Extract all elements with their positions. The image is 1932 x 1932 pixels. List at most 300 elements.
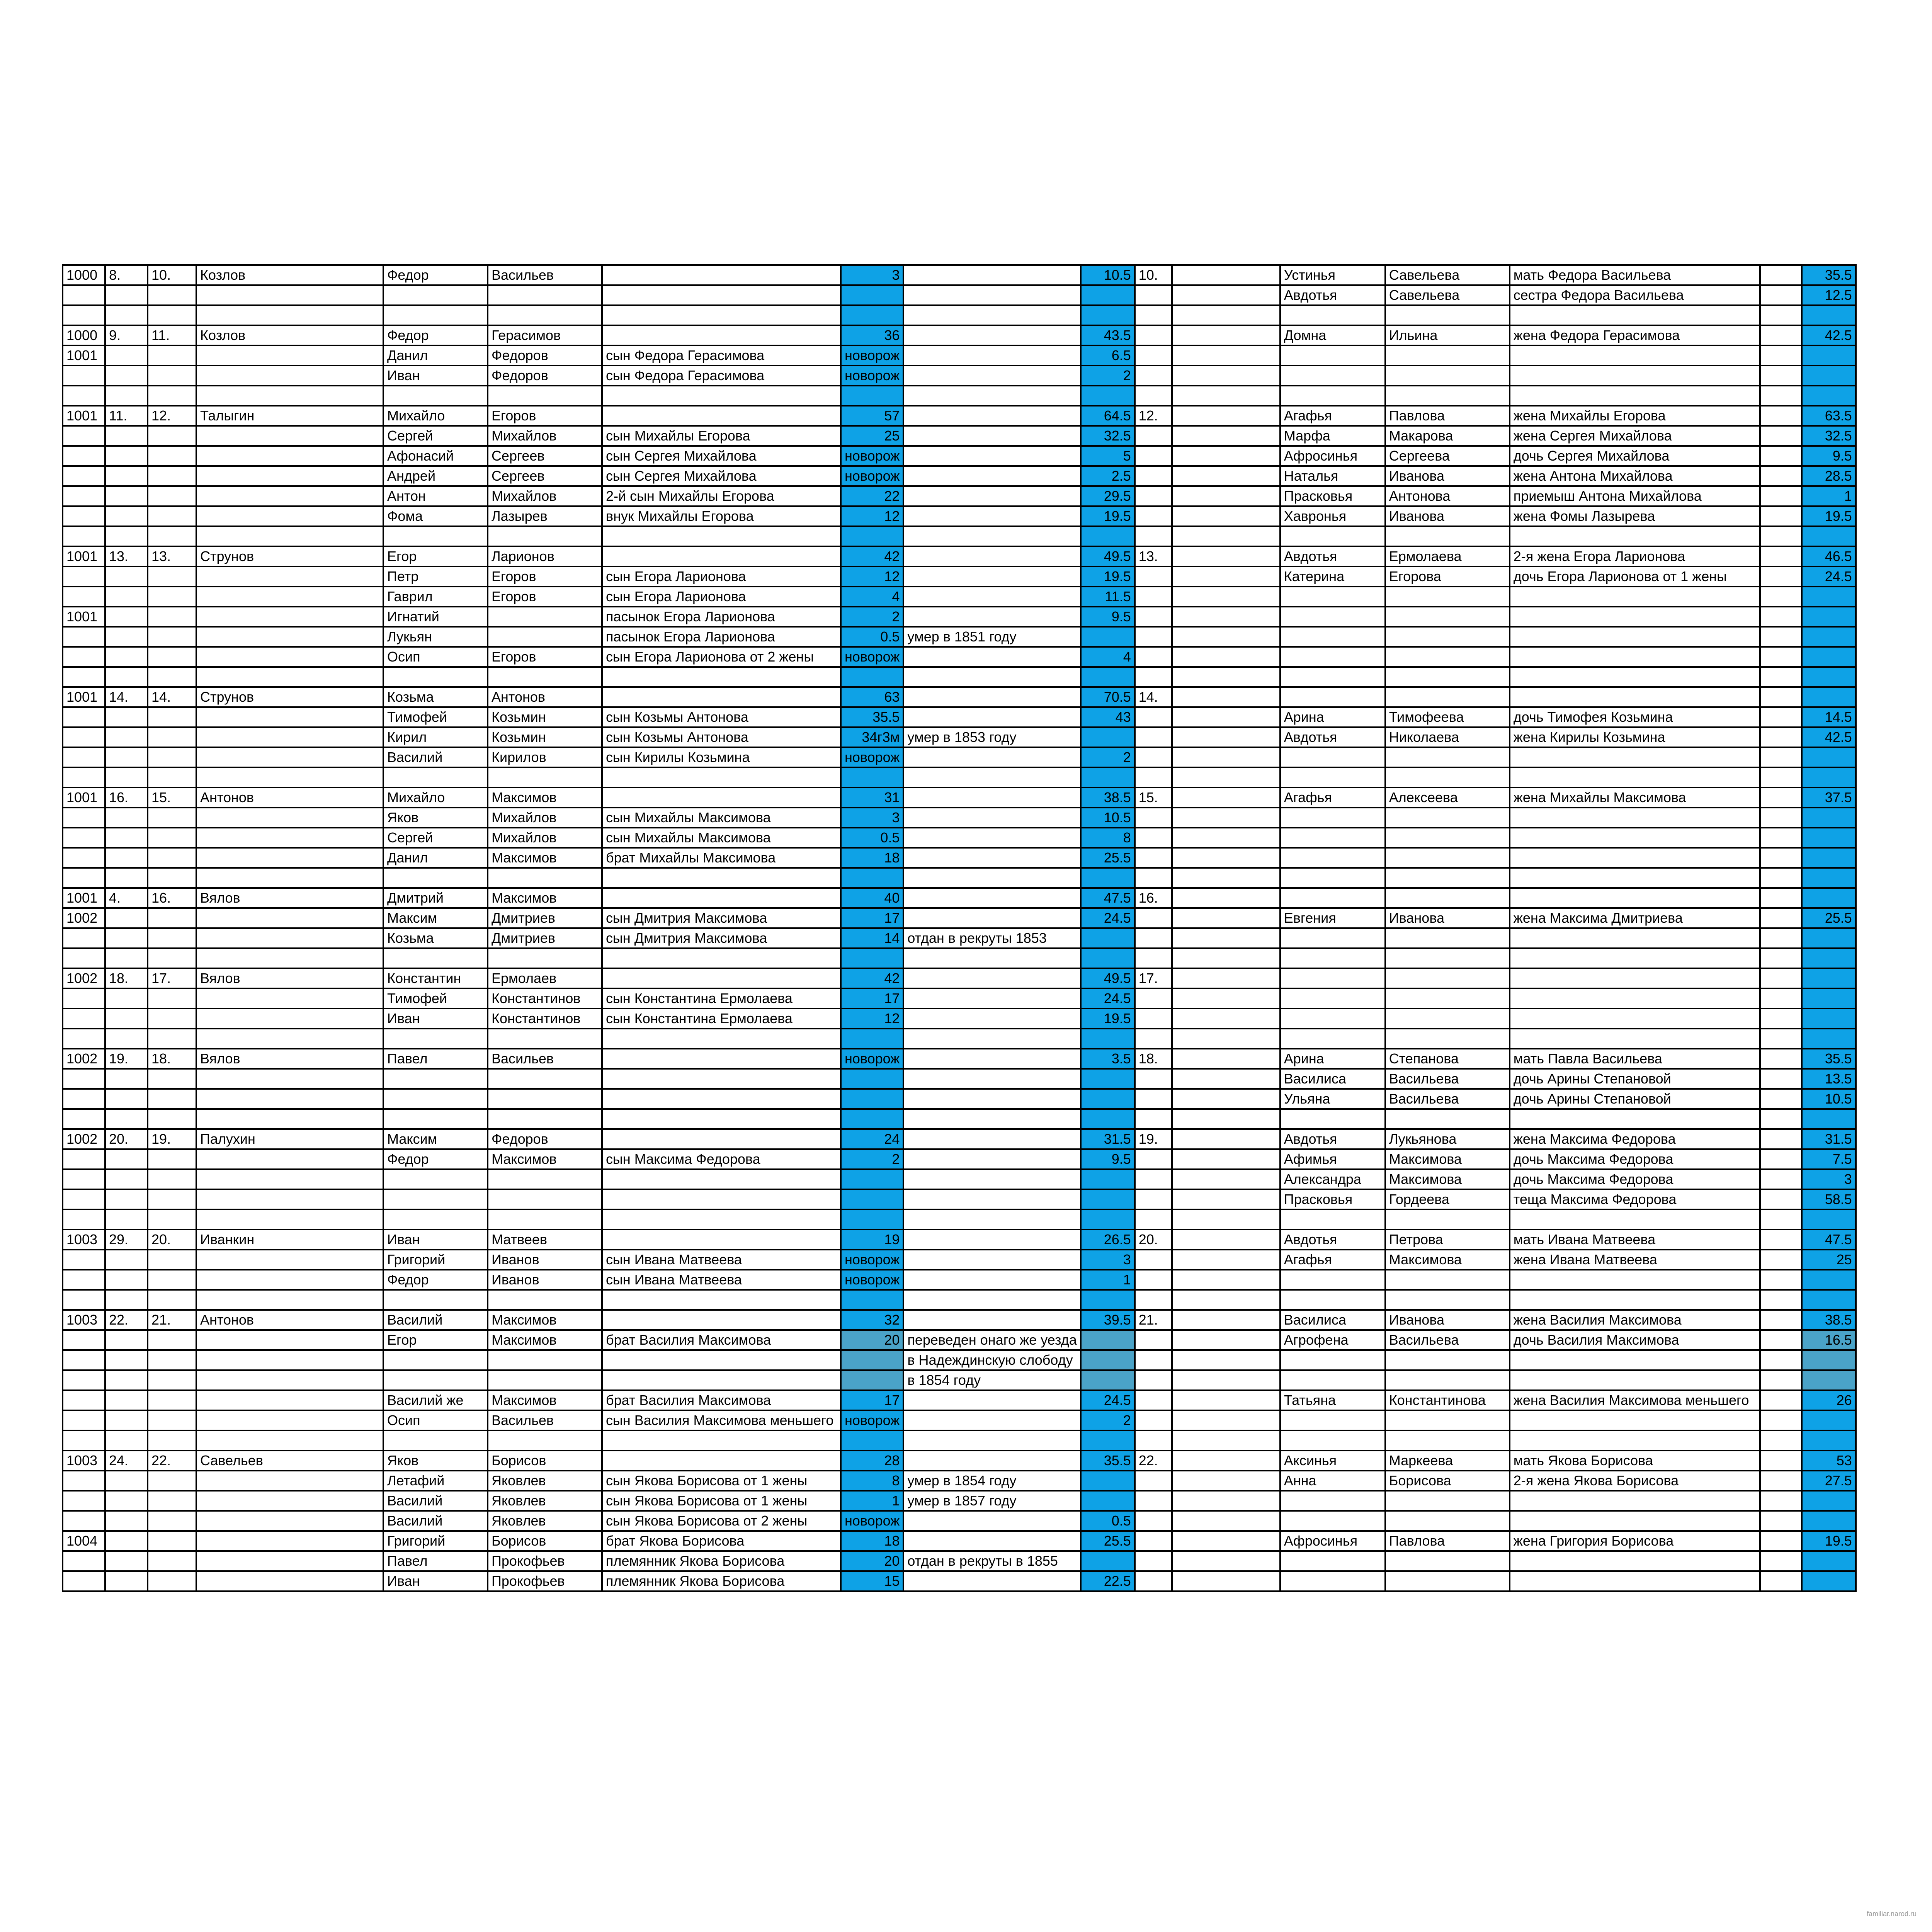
household-number-cell: 18.	[148, 1049, 196, 1069]
female-age-cell: 37.5	[1802, 787, 1856, 808]
table-row	[63, 848, 1856, 868]
female-relation-cell: жена Михайлы Максимова	[1510, 787, 1760, 808]
female-age-cell	[1802, 607, 1856, 627]
surname-cell: Козлов	[196, 265, 383, 285]
page-number-cell	[63, 1149, 105, 1169]
male-relation-cell: сын Якова Борисова от 2 жены	[602, 1511, 841, 1531]
spacer-cell	[1172, 1511, 1280, 1531]
female-patronymic-cell: Антонова	[1385, 486, 1510, 506]
male-note-cell	[903, 1069, 1080, 1089]
female-patronymic-cell	[1385, 948, 1510, 968]
spacer-cell	[1172, 1390, 1280, 1410]
male-first-name-cell	[383, 667, 488, 687]
table-row	[63, 868, 1856, 888]
table-row	[63, 767, 1856, 787]
table-row	[63, 386, 1856, 406]
page-number-cell	[63, 868, 105, 888]
old-list-number-cell	[105, 707, 148, 727]
male-first-name-cell: Федор	[383, 265, 488, 285]
female-patronymic-cell: Иванова	[1385, 506, 1510, 526]
surname-cell	[196, 1390, 383, 1410]
female-household-number-cell	[1135, 1089, 1172, 1109]
spacer-cell	[1172, 1330, 1280, 1350]
male-note-cell	[903, 325, 1080, 345]
female-first-name-cell: Татьяна	[1280, 1390, 1385, 1410]
surname-cell: Антонов	[196, 1310, 383, 1330]
spacer-cell	[1172, 948, 1280, 968]
male-age-revised-cell: 4	[1081, 647, 1135, 667]
female-patronymic-cell: Сергеева	[1385, 446, 1510, 466]
spacer-2-cell	[1760, 787, 1802, 808]
old-list-number-cell	[105, 1069, 148, 1089]
female-relation-cell: дочь Арины Степановой	[1510, 1089, 1760, 1109]
male-note-cell	[903, 406, 1080, 426]
male-age-cell: 12	[841, 506, 903, 526]
male-age-cell	[841, 386, 903, 406]
household-number-cell	[148, 808, 196, 828]
old-list-number-cell	[105, 1109, 148, 1129]
male-first-name-cell: Иван	[383, 1571, 488, 1591]
male-patronymic-cell	[488, 607, 602, 627]
male-first-name-cell	[383, 1089, 488, 1109]
spacer-cell	[1172, 506, 1280, 526]
household-number-cell	[148, 1189, 196, 1209]
female-first-name-cell: Прасковья	[1280, 486, 1385, 506]
female-patronymic-cell: Тимофеева	[1385, 707, 1510, 727]
male-age-cell: новорож	[841, 1410, 903, 1430]
male-first-name-cell: Михайло	[383, 406, 488, 426]
male-patronymic-cell	[488, 1029, 602, 1049]
spacer-2-cell	[1760, 1531, 1802, 1551]
female-relation-cell	[1510, 747, 1760, 767]
female-relation-cell	[1510, 1350, 1760, 1370]
male-age-revised-cell	[1081, 1029, 1135, 1049]
female-household-number-cell	[1135, 506, 1172, 526]
spacer-2-cell	[1760, 446, 1802, 466]
household-number-cell	[148, 1410, 196, 1430]
male-age-cell: 42	[841, 546, 903, 566]
table-row	[63, 1129, 1856, 1149]
male-first-name-cell	[383, 948, 488, 968]
page-number-cell	[63, 1290, 105, 1310]
male-first-name-cell: Антон	[383, 486, 488, 506]
female-household-number-cell	[1135, 1531, 1172, 1551]
female-household-number-cell	[1135, 1109, 1172, 1129]
surname-cell	[196, 486, 383, 506]
female-age-cell	[1802, 687, 1856, 707]
spacer-2-cell	[1760, 968, 1802, 988]
male-patronymic-cell: Матвеев	[488, 1230, 602, 1250]
male-note-cell	[903, 1049, 1080, 1069]
male-relation-cell: сын Якова Борисова от 1 жены	[602, 1491, 841, 1511]
spacer-cell	[1172, 1571, 1280, 1591]
spacer-2-cell	[1760, 265, 1802, 285]
household-number-cell	[148, 386, 196, 406]
female-patronymic-cell	[1385, 627, 1510, 647]
female-patronymic-cell: Савельева	[1385, 265, 1510, 285]
male-note-cell	[903, 888, 1080, 908]
surname-cell	[196, 1290, 383, 1310]
spacer-2-cell	[1760, 888, 1802, 908]
surname-cell	[196, 647, 383, 667]
female-patronymic-cell	[1385, 808, 1510, 828]
surname-cell	[196, 928, 383, 948]
female-household-number-cell	[1135, 1209, 1172, 1230]
male-first-name-cell: Иван	[383, 366, 488, 386]
male-relation-cell	[602, 1109, 841, 1129]
male-relation-cell	[602, 667, 841, 687]
female-first-name-cell	[1280, 968, 1385, 988]
male-relation-cell: сын Якова Борисова от 1 жены	[602, 1471, 841, 1491]
male-note-cell	[903, 526, 1080, 546]
male-relation-cell	[602, 888, 841, 908]
female-household-number-cell	[1135, 1491, 1172, 1511]
male-age-revised-cell: 43	[1081, 707, 1135, 727]
female-patronymic-cell	[1385, 828, 1510, 848]
male-patronymic-cell: Михайлов	[488, 808, 602, 828]
female-patronymic-cell	[1385, 1290, 1510, 1310]
male-first-name-cell: Тимофей	[383, 707, 488, 727]
male-age-revised-cell	[1081, 285, 1135, 305]
male-note-cell	[903, 948, 1080, 968]
male-note-cell	[903, 345, 1080, 366]
male-age-revised-cell	[1081, 1169, 1135, 1189]
female-first-name-cell	[1280, 1551, 1385, 1571]
household-number-cell: 10.	[148, 265, 196, 285]
male-relation-cell	[602, 687, 841, 707]
surname-cell	[196, 607, 383, 627]
page-number-cell	[63, 506, 105, 526]
household-number-cell	[148, 566, 196, 587]
male-relation-cell	[602, 1029, 841, 1049]
male-age-cell: 12	[841, 1009, 903, 1029]
old-list-number-cell	[105, 928, 148, 948]
female-relation-cell: 2-я жена Якова Борисова	[1510, 1471, 1760, 1491]
old-list-number-cell	[105, 667, 148, 687]
male-age-revised-cell	[1081, 1330, 1135, 1350]
female-patronymic-cell	[1385, 386, 1510, 406]
surname-cell	[196, 1350, 383, 1370]
surname-cell	[196, 1009, 383, 1029]
household-number-cell	[148, 1250, 196, 1270]
spacer-cell	[1172, 848, 1280, 868]
old-list-number-cell	[105, 285, 148, 305]
surname-cell	[196, 868, 383, 888]
page-number-cell	[63, 928, 105, 948]
female-patronymic-cell	[1385, 848, 1510, 868]
male-note-cell	[903, 1390, 1080, 1410]
surname-cell	[196, 1571, 383, 1591]
female-relation-cell	[1510, 1209, 1760, 1230]
male-age-revised-cell: 6.5	[1081, 345, 1135, 366]
old-list-number-cell	[105, 426, 148, 446]
female-patronymic-cell: Павлова	[1385, 1531, 1510, 1551]
male-first-name-cell: Павел	[383, 1551, 488, 1571]
household-number-cell	[148, 446, 196, 466]
female-age-cell: 13.5	[1802, 1069, 1856, 1089]
female-age-cell: 31.5	[1802, 1129, 1856, 1149]
female-household-number-cell	[1135, 1410, 1172, 1430]
male-note-cell	[903, 787, 1080, 808]
page-number-cell: 1002	[63, 1049, 105, 1069]
table-row	[63, 1571, 1856, 1591]
male-age-cell: 35.5	[841, 707, 903, 727]
female-first-name-cell: Аксинья	[1280, 1451, 1385, 1471]
old-list-number-cell	[105, 727, 148, 747]
male-relation-cell: сын Козьмы Антонова	[602, 707, 841, 727]
female-relation-cell: жена Антона Михайлова	[1510, 466, 1760, 486]
female-age-cell: 25	[1802, 1250, 1856, 1270]
male-age-revised-cell: 35.5	[1081, 1451, 1135, 1471]
surname-cell: Струнов	[196, 546, 383, 566]
table-row	[63, 667, 1856, 687]
male-age-revised-cell	[1081, 727, 1135, 747]
old-list-number-cell	[105, 1290, 148, 1310]
table-row	[63, 1009, 1856, 1029]
male-age-revised-cell: 43.5	[1081, 325, 1135, 345]
male-age-revised-cell	[1081, 386, 1135, 406]
spacer-2-cell	[1760, 426, 1802, 446]
male-relation-cell: сын Ивана Матвеева	[602, 1270, 841, 1290]
female-relation-cell	[1510, 968, 1760, 988]
female-age-cell	[1802, 1009, 1856, 1029]
female-relation-cell: жена Василия Максимова	[1510, 1310, 1760, 1330]
page-number-cell	[63, 1571, 105, 1591]
table-row	[63, 1169, 1856, 1189]
male-age-cell: новорож	[841, 647, 903, 667]
table-row	[63, 1451, 1856, 1471]
female-relation-cell	[1510, 366, 1760, 386]
table-row	[63, 1089, 1856, 1109]
surname-cell	[196, 1471, 383, 1491]
male-first-name-cell: Василий	[383, 1491, 488, 1511]
spacer-cell	[1172, 566, 1280, 587]
male-age-cell: 12	[841, 566, 903, 587]
old-list-number-cell: 4.	[105, 888, 148, 908]
female-relation-cell	[1510, 948, 1760, 968]
female-patronymic-cell: Гордеева	[1385, 1189, 1510, 1209]
female-relation-cell: жена Михайлы Егорова	[1510, 406, 1760, 426]
male-note-cell	[903, 1511, 1080, 1531]
male-patronymic-cell: Михайлов	[488, 426, 602, 446]
female-age-cell	[1802, 988, 1856, 1009]
spacer-cell	[1172, 607, 1280, 627]
male-patronymic-cell: Ермолаев	[488, 968, 602, 988]
female-household-number-cell	[1135, 808, 1172, 828]
female-age-cell	[1802, 888, 1856, 908]
male-age-cell	[841, 526, 903, 546]
female-age-cell	[1802, 1290, 1856, 1310]
male-first-name-cell: Козьма	[383, 928, 488, 948]
spacer-cell	[1172, 1290, 1280, 1310]
male-age-cell: 42	[841, 968, 903, 988]
female-first-name-cell	[1280, 988, 1385, 1009]
female-age-cell: 47.5	[1802, 1230, 1856, 1250]
male-relation-cell	[602, 1350, 841, 1370]
male-patronymic-cell	[488, 1189, 602, 1209]
female-first-name-cell: Арина	[1280, 1049, 1385, 1069]
spacer-2-cell	[1760, 1069, 1802, 1089]
female-first-name-cell: Василиса	[1280, 1069, 1385, 1089]
old-list-number-cell	[105, 627, 148, 647]
male-age-revised-cell: 9.5	[1081, 1149, 1135, 1169]
male-age-revised-cell	[1081, 1370, 1135, 1390]
table-row	[63, 486, 1856, 506]
male-first-name-cell: Лукьян	[383, 627, 488, 647]
female-patronymic-cell	[1385, 345, 1510, 366]
female-household-number-cell	[1135, 1029, 1172, 1049]
female-relation-cell	[1510, 526, 1760, 546]
page-number-cell	[63, 1270, 105, 1290]
female-age-cell	[1802, 808, 1856, 828]
female-first-name-cell	[1280, 627, 1385, 647]
female-household-number-cell	[1135, 1169, 1172, 1189]
surname-cell	[196, 1250, 383, 1270]
female-age-cell	[1802, 647, 1856, 667]
male-note-cell	[903, 1270, 1080, 1290]
female-household-number-cell: 20.	[1135, 1230, 1172, 1250]
household-number-cell	[148, 1009, 196, 1029]
male-patronymic-cell	[488, 1109, 602, 1129]
female-household-number-cell	[1135, 1471, 1172, 1491]
household-number-cell: 22.	[148, 1451, 196, 1471]
table-row	[63, 1370, 1856, 1390]
female-relation-cell	[1510, 1109, 1760, 1129]
male-age-revised-cell	[1081, 526, 1135, 546]
old-list-number-cell	[105, 908, 148, 928]
spacer-cell	[1172, 1049, 1280, 1069]
household-number-cell: 16.	[148, 888, 196, 908]
female-age-cell: 58.5	[1802, 1189, 1856, 1209]
page-number-cell: 1000	[63, 325, 105, 345]
male-first-name-cell: Григорий	[383, 1531, 488, 1551]
household-number-cell	[148, 747, 196, 767]
male-patronymic-cell	[488, 1350, 602, 1370]
male-note-cell: отдан в рекруты 1853	[903, 928, 1080, 948]
household-number-cell	[148, 1571, 196, 1591]
surname-cell	[196, 808, 383, 828]
surname-cell	[196, 707, 383, 727]
spacer-cell	[1172, 1410, 1280, 1430]
female-first-name-cell: Афросинья	[1280, 446, 1385, 466]
spacer-cell	[1172, 1270, 1280, 1290]
household-number-cell: 14.	[148, 687, 196, 707]
female-household-number-cell	[1135, 988, 1172, 1009]
female-patronymic-cell	[1385, 1350, 1510, 1370]
male-relation-cell: сын Дмитрия Максимова	[602, 908, 841, 928]
old-list-number-cell	[105, 1089, 148, 1109]
female-first-name-cell	[1280, 526, 1385, 546]
female-relation-cell	[1510, 687, 1760, 707]
female-age-cell	[1802, 928, 1856, 948]
old-list-number-cell	[105, 1330, 148, 1350]
female-first-name-cell	[1280, 1571, 1385, 1591]
surname-cell	[196, 747, 383, 767]
female-household-number-cell	[1135, 727, 1172, 747]
surname-cell	[196, 1270, 383, 1290]
page-number-cell	[63, 1390, 105, 1410]
spacer-2-cell	[1760, 285, 1802, 305]
old-list-number-cell	[105, 1571, 148, 1591]
male-age-cell: 34г3м	[841, 727, 903, 747]
old-list-number-cell	[105, 1250, 148, 1270]
household-number-cell	[148, 426, 196, 446]
spacer-cell	[1172, 526, 1280, 546]
male-age-revised-cell	[1081, 1089, 1135, 1109]
page-number-cell	[63, 627, 105, 647]
spacer-2-cell	[1760, 587, 1802, 607]
female-relation-cell	[1510, 607, 1760, 627]
spacer-cell	[1172, 426, 1280, 446]
male-note-cell	[903, 808, 1080, 828]
spacer-cell	[1172, 486, 1280, 506]
male-note-cell	[903, 446, 1080, 466]
male-patronymic-cell	[488, 1069, 602, 1089]
household-number-cell	[148, 868, 196, 888]
table-row	[63, 1330, 1856, 1350]
old-list-number-cell	[105, 1471, 148, 1491]
spacer-cell	[1172, 1169, 1280, 1189]
page-number-cell: 1001	[63, 406, 105, 426]
male-relation-cell: сын Дмитрия Максимова	[602, 928, 841, 948]
old-list-number-cell: 22.	[105, 1310, 148, 1330]
surname-cell	[196, 908, 383, 928]
surname-cell	[196, 988, 383, 1009]
male-patronymic-cell: Константинов	[488, 1009, 602, 1029]
table-row	[63, 1209, 1856, 1230]
male-patronymic-cell: Васильев	[488, 1410, 602, 1430]
female-patronymic-cell: Максимова	[1385, 1149, 1510, 1169]
female-first-name-cell	[1280, 587, 1385, 607]
spacer-cell	[1172, 1551, 1280, 1571]
surname-cell	[196, 1531, 383, 1551]
spacer-2-cell	[1760, 767, 1802, 787]
female-age-cell	[1802, 1109, 1856, 1129]
male-age-cell: 2	[841, 1149, 903, 1169]
household-number-cell	[148, 1511, 196, 1531]
male-age-cell: 20	[841, 1551, 903, 1571]
male-relation-cell	[602, 285, 841, 305]
old-list-number-cell	[105, 1370, 148, 1390]
spacer-2-cell	[1760, 1471, 1802, 1491]
spacer-cell	[1172, 546, 1280, 566]
page-number-cell	[63, 426, 105, 446]
female-relation-cell	[1510, 828, 1760, 848]
male-patronymic-cell: Кирилов	[488, 747, 602, 767]
female-age-cell: 9.5	[1802, 446, 1856, 466]
spacer-cell	[1172, 727, 1280, 747]
spacer-2-cell	[1760, 1330, 1802, 1350]
male-age-cell: 31	[841, 787, 903, 808]
male-relation-cell: внук Михайлы Егорова	[602, 506, 841, 526]
female-first-name-cell: Анна	[1280, 1471, 1385, 1491]
male-relation-cell: сын Ивана Матвеева	[602, 1250, 841, 1270]
male-note-cell	[903, 968, 1080, 988]
household-number-cell	[148, 1109, 196, 1129]
male-relation-cell	[602, 968, 841, 988]
male-relation-cell: племянник Якова Борисова	[602, 1551, 841, 1571]
male-note-cell	[903, 1009, 1080, 1029]
table-row	[63, 1390, 1856, 1410]
table-row	[63, 968, 1856, 988]
surname-cell	[196, 526, 383, 546]
male-relation-cell: брат Василия Максимова	[602, 1330, 841, 1350]
table-row	[63, 305, 1856, 325]
table-row	[63, 1270, 1856, 1290]
female-household-number-cell	[1135, 325, 1172, 345]
old-list-number-cell: 8.	[105, 265, 148, 285]
male-age-revised-cell	[1081, 1471, 1135, 1491]
